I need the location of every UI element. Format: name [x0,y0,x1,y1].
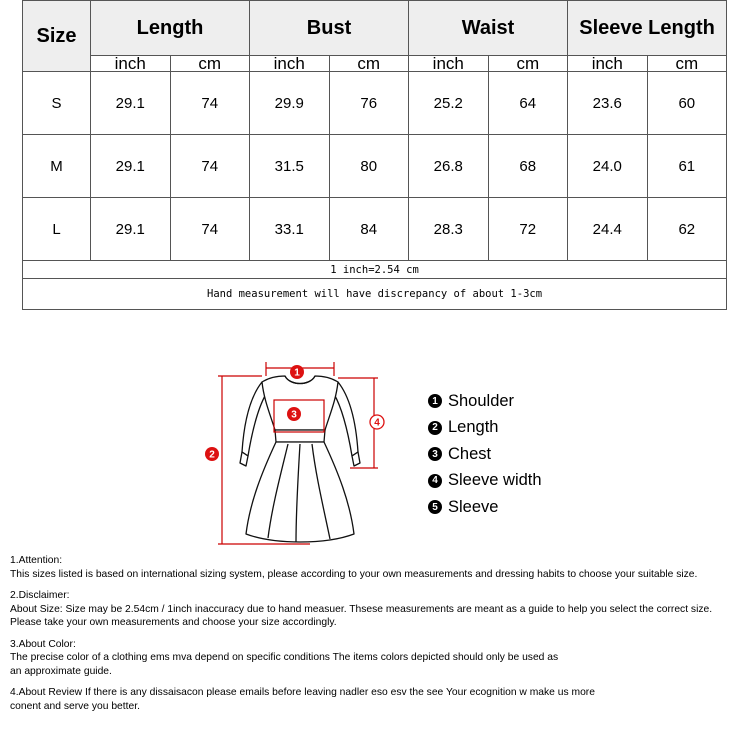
header-waist: Waist [409,1,568,56]
value-cell: 31.5 [250,135,330,198]
table-row [23,72,727,135]
discrepancy-note-row [23,279,727,310]
value-cell: 74 [170,72,250,135]
table-row [23,135,727,198]
value-cell: 29.9 [250,72,330,135]
note-text: This sizes listed is based on international sizing system, please according to your own measurements and dressing habits to choose your suitable size. [10,568,698,580]
header-sleeve-length: Sleeve Length [568,1,727,56]
marker-label: 2 [209,449,215,461]
value-cell: 33.1 [250,198,330,261]
conversion-note: 1 inch=2.54 cm [23,261,727,279]
value-cell: 28.3 [409,198,489,261]
marker-label: 1 [294,367,300,379]
table-row [23,198,727,261]
size-cell: L [23,198,91,261]
value-cell: 74 [170,198,250,261]
value-cell: 62 [647,198,727,261]
note-title: 1.Attention: [10,555,63,566]
legend-item [428,494,542,521]
header-bust: Bust [250,1,409,56]
legend-number: 5 [428,500,442,514]
unit-cell: inch [568,56,648,72]
note-title: 2.Disclaimer: [10,590,70,601]
dress-measurement-diagram [200,352,400,552]
unit-cell: cm [647,56,727,72]
value-cell: 24.4 [568,198,648,261]
legend-label: Shoulder [448,391,515,410]
note-text: 4.About Review If there is any dissaisacon please emails before leaving nadler eso esv the see Your ecognition w make us more [10,687,595,698]
legend-number: 4 [428,474,442,488]
value-cell: 60 [647,72,727,135]
legend-number: 2 [428,421,442,435]
notes-section [10,554,748,721]
value-cell: 72 [488,198,568,261]
value-cell: 61 [647,135,727,198]
table-header-row [23,1,727,56]
value-cell: 26.8 [409,135,489,198]
size-cell: M [23,135,91,198]
value-cell: 24.0 [568,135,648,198]
value-cell: 84 [329,198,409,261]
legend-label: Chest [448,444,492,463]
value-cell: 25.2 [409,72,489,135]
note-attention [10,554,748,581]
legend-label: Length [448,418,499,437]
conversion-note-row [23,261,727,279]
right-sleeve [334,382,358,456]
legend-label: Sleeve width [448,471,542,490]
value-cell: 76 [329,72,409,135]
value-cell: 29.1 [91,198,171,261]
value-cell: 68 [488,135,568,198]
legend-number: 1 [428,394,442,408]
note-review [10,686,748,713]
note-title: 3.About Color: [10,638,76,650]
unit-cell: inch [250,56,330,72]
header-length: Length [91,1,250,56]
note-text: conent and serve you better. [10,700,140,712]
marker-label: 3 [291,409,297,421]
left-sleeve [242,382,266,456]
legend-item [428,388,542,415]
measurement-legend [428,388,542,521]
note-text: an approximate guide. [10,665,112,677]
marker-label: 4 [374,417,380,429]
value-cell: 23.6 [568,72,648,135]
unit-row [23,56,727,72]
legend-item [428,441,542,468]
unit-cell: cm [329,56,409,72]
legend-label: Sleeve [448,497,499,516]
unit-cell: cm [170,56,250,72]
note-text: About Size: Size may be 2.54cm / 1inch inaccuracy due to hand measuer. Thsese measurements are meant as a guide to help you select the correct size. [10,603,713,615]
note-color [10,638,748,679]
size-chart-table [22,0,727,310]
legend-item [428,468,542,495]
legend-number: 3 [428,447,442,461]
note-text: Please take your own measurements and choose your size accordingly. [10,617,337,628]
size-cell: S [23,72,91,135]
value-cell: 29.1 [91,72,171,135]
header-size: Size [23,1,91,72]
value-cell: 80 [329,135,409,198]
unit-cell: cm [488,56,568,72]
value-cell: 29.1 [91,135,171,198]
dress-illustration [240,376,360,542]
unit-cell: inch [409,56,489,72]
skirt [246,442,354,542]
note-text: The precise color of a clothing ems mva depend on specific conditions The items colors depicted should only be used as [10,652,559,663]
legend-item [428,415,542,442]
discrepancy-note: Hand measurement will have discrepancy of about 1-3cm [23,279,727,310]
note-disclaimer [10,589,748,630]
value-cell: 64 [488,72,568,135]
value-cell: 74 [170,135,250,198]
unit-cell: inch [91,56,171,72]
